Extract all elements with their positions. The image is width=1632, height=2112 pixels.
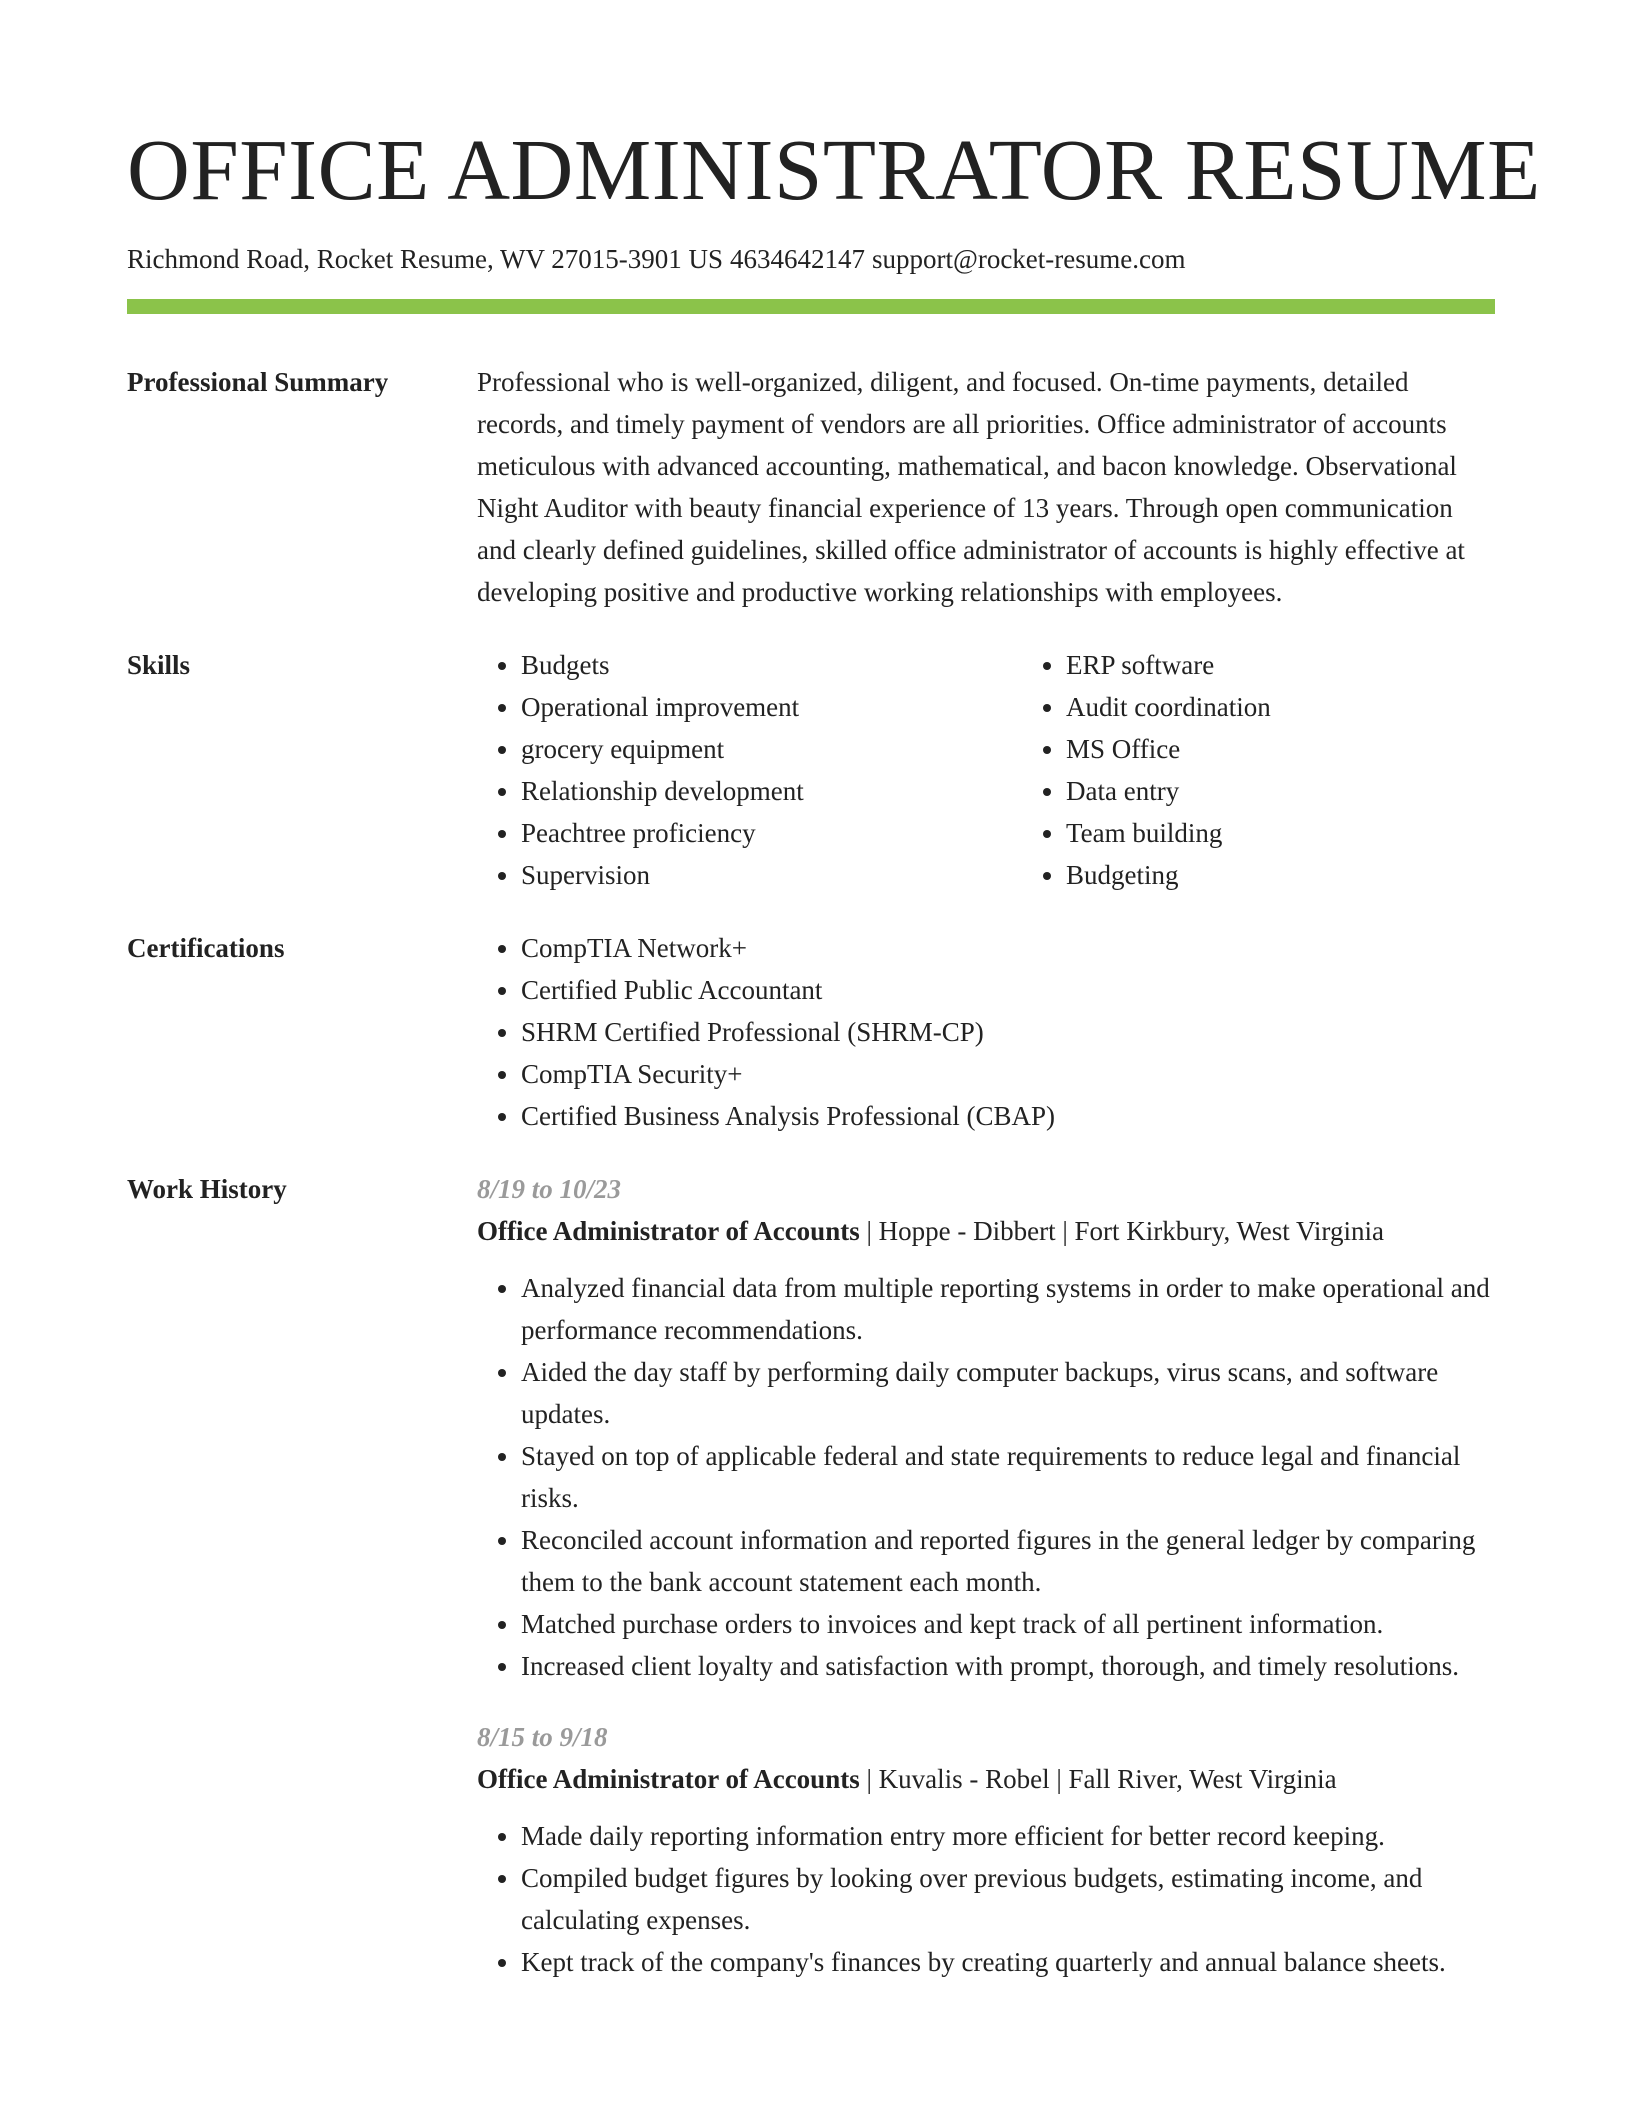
skills-body	[477, 644, 1567, 896]
job-bullet: • Stayed on top of applicable federal and state requirements to reduce legal and financial risks.	[521, 1435, 1495, 1519]
skill-item: • ERP software	[1066, 644, 1567, 686]
skill-item: • Team building	[1066, 812, 1567, 854]
work-history-section	[127, 1168, 1495, 1983]
skills-columns	[477, 644, 1567, 896]
certifications-body	[477, 927, 1495, 1137]
job-bullet: • Aided the day staff by performing daily computer backups, virus scans, and software updates.	[521, 1351, 1495, 1435]
skills-list-left	[477, 644, 1022, 896]
skills-list-right	[1022, 644, 1567, 896]
resume-page	[127, 0, 1541, 1983]
skills-section	[127, 644, 1495, 896]
certification-item: • CompTIA Network+	[521, 927, 1495, 969]
skill-item: • MS Office	[1066, 728, 1567, 770]
certification-item: • Certified Public Accountant	[521, 969, 1495, 1011]
skill-item: • Budgeting	[1066, 854, 1567, 896]
job-dates: 8/19 to 10/23	[477, 1174, 622, 1204]
job-bullets	[477, 1267, 1495, 1687]
skill-item: • Budgets	[521, 644, 1022, 686]
resume-title: OFFICE ADMINISTRATOR RESUME	[127, 121, 1541, 218]
contact-phone: 4634642147	[729, 244, 865, 274]
job-entry	[477, 1168, 1495, 1687]
skill-item: • grocery equipment	[521, 728, 1022, 770]
skill-item: • Supervision	[521, 854, 1022, 896]
job-bullet: • Increased client loyalty and satisfaction with prompt, thorough, and timely resolutions.	[521, 1645, 1495, 1687]
job-entry	[477, 1716, 1495, 1983]
summary-text: Professional who is well-organized, diligent, and focused. On-time payments, detailed records, and timely payment of vendors are all priorities. Office administrator of accounts meticulous with advanced accounting, mathematical, and bacon knowledge. Observational Night Auditor with beauty financial experience of 13 years. Through open communication and clearly defined guidelines, skilled office administrator of accounts is highly effective at developing positive and productive working relationships with employees.	[477, 367, 1465, 607]
job-bullet: • Kept track of the company's finances by creating quarterly and annual balance sheets.	[521, 1941, 1495, 1983]
job-employer-location: | Kuvalis - Robel | Fall River, West Virginia	[859, 1764, 1337, 1794]
skill-item: • Operational improvement	[521, 686, 1022, 728]
skill-item: • Peachtree proficiency	[521, 812, 1022, 854]
job-bullet: • Matched purchase orders to invoices and kept track of all pertinent information.	[521, 1603, 1495, 1645]
job-title: Office Administrator of Accounts	[477, 1764, 860, 1794]
contact-address: Richmond Road, Rocket Resume, WV 27015-3901 US	[127, 244, 723, 274]
certification-item: • Certified Business Analysis Professional (CBAP)	[521, 1095, 1495, 1137]
certifications-heading: Certifications	[127, 933, 285, 963]
summary-section	[127, 361, 1495, 613]
job-title: Office Administrator of Accounts	[477, 1216, 860, 1246]
summary-heading: Professional Summary	[127, 367, 389, 397]
skill-item: • Audit coordination	[1066, 686, 1567, 728]
job-bullet: • Analyzed financial data from multiple reporting systems in order to make operational and performance recommendations.	[521, 1267, 1495, 1351]
job-dates: 8/15 to 9/18	[477, 1722, 608, 1752]
certification-item: • CompTIA Security+	[521, 1053, 1495, 1095]
job-bullets	[477, 1815, 1495, 1983]
job-bullet: • Reconciled account information and reported figures in the general ledger by comparing them to the bank account statement each month.	[521, 1519, 1495, 1603]
skill-item: • Data entry	[1066, 770, 1567, 812]
summary-body	[477, 361, 1495, 613]
contact-line	[127, 242, 1495, 276]
certifications-section	[127, 927, 1495, 1137]
certification-item: • SHRM Certified Professional (SHRM-CP)	[521, 1011, 1495, 1053]
job-role-line	[477, 1758, 1495, 1800]
accent-divider	[127, 299, 1495, 314]
work-history-heading: Work History	[127, 1174, 287, 1204]
work-history-body	[477, 1168, 1495, 1983]
contact-email: support@rocket-resume.com	[871, 244, 1186, 274]
job-bullet: • Made daily reporting information entry more efficient for better record keeping.	[521, 1815, 1495, 1857]
skills-heading: Skills	[127, 650, 191, 680]
job-role-line	[477, 1210, 1495, 1252]
job-employer-location: | Hoppe - Dibbert | Fort Kirkbury, West Virginia	[859, 1216, 1384, 1246]
skill-item: • Relationship development	[521, 770, 1022, 812]
job-bullet: • Compiled budget figures by looking over previous budgets, estimating income, and calculating expenses.	[521, 1857, 1495, 1941]
certifications-list	[477, 927, 1495, 1137]
